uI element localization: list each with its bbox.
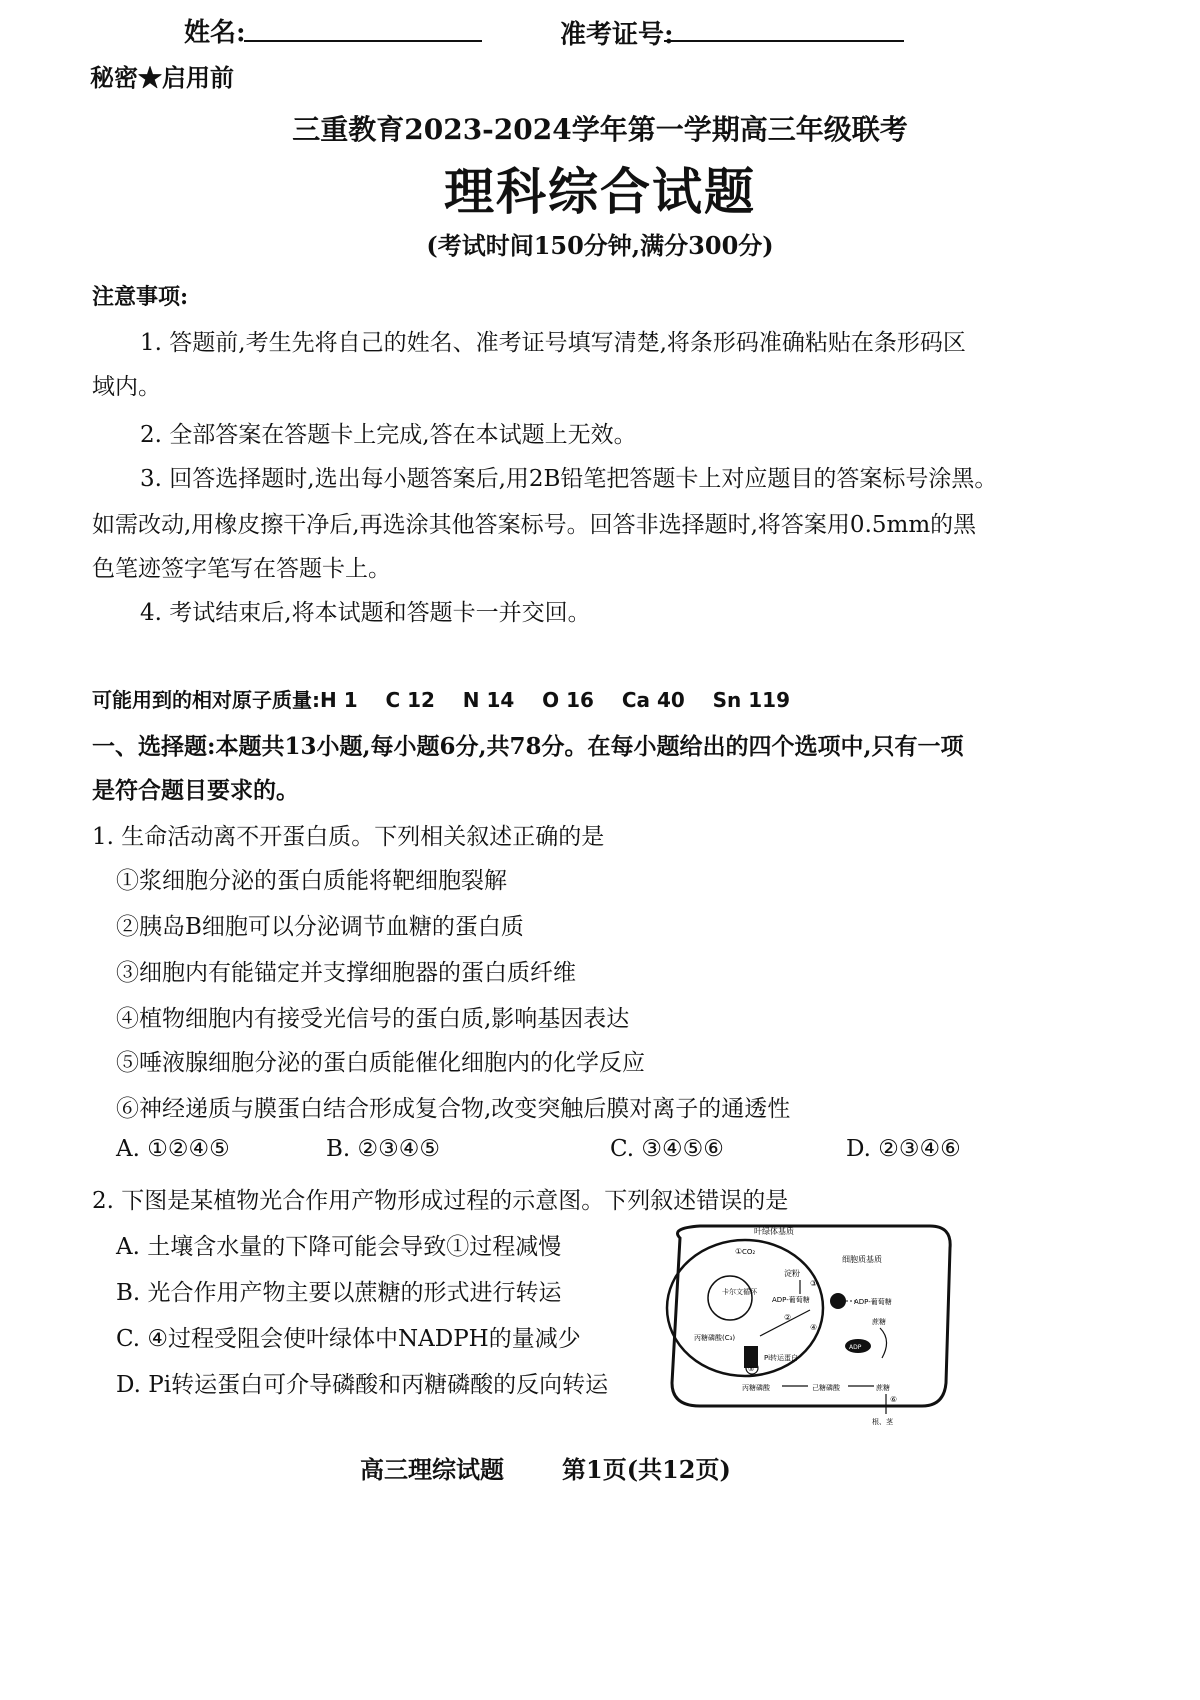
notes-heading: 注意事项: <box>92 284 189 310</box>
question-1-item: ⑥神经递质与膜蛋白结合形成复合物,改变突触后膜对离子的通透性 <box>116 1096 791 1122</box>
hexose-label: 己糖磷酸 <box>812 1384 840 1392</box>
triose-in-label: 丙糖磷酸(C₃) <box>694 1334 736 1342</box>
page-title: 理科综合试题 <box>444 162 756 221</box>
ticket-label: 准考证号: <box>560 20 674 50</box>
sucrose2-label: 蔗糖 <box>876 1384 890 1392</box>
step-1-label: ① <box>735 1247 743 1256</box>
question-2-option-c: C. ④过程受阻会使叶绿体中NADPH的量减少 <box>116 1326 581 1352</box>
question-2-option-d: D. Pi转运蛋白可介导磷酸和丙糖磷酸的反向转运 <box>116 1372 609 1398</box>
question-1-stem: 1. 生命活动离不开蛋白质。下列相关叙述正确的是 <box>92 824 605 850</box>
question-1-item: ④植物细胞内有接受光信号的蛋白质,影响基因表达 <box>116 1006 630 1032</box>
name-label: 姓名: <box>184 18 246 48</box>
section-1-line-1: 一、选择题:本题共13小题,每小题6分,共78分。在每小题给出的四个选项中,只有一项 <box>92 733 964 760</box>
note-2: 2. 全部答案在答题卡上完成,答在本试题上无效。 <box>140 422 637 448</box>
question-1-item: ⑤唾液腺细胞分泌的蛋白质能催化细胞内的化学反应 <box>116 1050 645 1076</box>
note-1-line-1: 1. 答题前,考生先将自己的姓名、准考证号填写清楚,将条形码准确粘贴在条形码区 <box>140 330 966 356</box>
adp-glucose-in-label: ADP-葡萄糖 <box>772 1296 810 1304</box>
question-1-item: ①浆细胞分泌的蛋白质能将靶细胞裂解 <box>116 868 507 894</box>
co2-label: CO₂ <box>742 1248 756 1256</box>
exam-title: 三重教育2023-2024学年第一学期高三年级联考 <box>292 113 908 146</box>
question-1-option-d: D. ②③④⑥ <box>846 1136 961 1162</box>
note-3-line-1: 3. 回答选择题时,选出每小题答案后,用2B铅笔把答题卡上对应题目的答案标号涂黑。 <box>140 466 998 492</box>
step-4-label: ④ <box>810 1323 818 1332</box>
note-3-line-2: 如需改动,用橡皮擦干净后,再选涂其他答案标号。回答非选择题时,将答案用0.5mm的黑 <box>92 512 977 538</box>
question-1-item: ②胰岛B细胞可以分泌调节血糖的蛋白质 <box>116 914 524 940</box>
triose-out-label: 丙糖磷酸 <box>742 1384 770 1392</box>
question-1-option-a: A. ①②④⑤ <box>116 1136 230 1162</box>
footer-subject: 高三理综试题 <box>360 1455 504 1484</box>
adp-label: ADP <box>849 1344 862 1351</box>
footer-page: 第1页(共12页) <box>562 1455 731 1484</box>
arrow-sucrose <box>880 1328 887 1358</box>
exam-subtitle: (考试时间150分钟,满分300分) <box>426 231 774 260</box>
cell-outline <box>672 1226 950 1406</box>
cytoplasm-matrix-label: 细胞质基质 <box>842 1255 882 1264</box>
calvin-cycle-circle <box>708 1276 752 1320</box>
question-1-option-b: B. ②③④⑤ <box>326 1136 441 1162</box>
starch-label: 淀粉 <box>784 1269 800 1278</box>
question-2-option-a: A. 土壤含水量的下降可能会导致①过程减慢 <box>116 1234 562 1260</box>
note-3-line-3: 色笔迹签字笔写在答题卡上。 <box>92 556 391 582</box>
sucrose-label: 蔗糖 <box>872 1318 886 1326</box>
adp-glucose-transporter <box>830 1293 846 1309</box>
chloroplast-matrix-label: 叶绿体基质 <box>754 1227 794 1236</box>
step-2-label: ② <box>784 1313 792 1322</box>
name-underline <box>244 40 482 42</box>
atomic-masses: 可能用到的相对原子质量:H 1 C 12 N 14 O 16 Ca 40 Sn 119 <box>92 688 790 712</box>
step-3-label: ③ <box>810 1279 818 1288</box>
note-1-line-2: 域内。 <box>92 374 161 400</box>
root-stem-label: 根、茎 <box>872 1418 893 1426</box>
step-5-label: ⑤ <box>748 1365 755 1373</box>
ticket-underline <box>664 40 904 42</box>
pi-transporter-label: Pi转运蛋白 <box>764 1354 799 1362</box>
question-1-item: ③细胞内有能锚定并支撑细胞器的蛋白质纤维 <box>116 960 576 986</box>
section-1-line-2: 是符合题目要求的。 <box>92 777 299 804</box>
secret-tag: 秘密★启用前 <box>90 63 234 92</box>
question-2-option-b: B. 光合作用产物主要以蔗糖的形式进行转运 <box>116 1280 562 1306</box>
question-2-stem: 2. 下图是某植物光合作用产物形成过程的示意图。下列叙述错误的是 <box>92 1188 789 1214</box>
adp-glucose-out-label: ADP-葡萄糖 <box>854 1298 892 1306</box>
note-4: 4. 考试结束后,将本试题和答题卡一并交回。 <box>140 600 591 626</box>
question-1-option-c: C. ③④⑤⑥ <box>610 1136 724 1162</box>
calvin-label: 卡尔文循环 <box>722 1288 757 1296</box>
photosynthesis-diagram <box>660 1218 960 1428</box>
step-6-label: ⑥ <box>890 1395 898 1404</box>
